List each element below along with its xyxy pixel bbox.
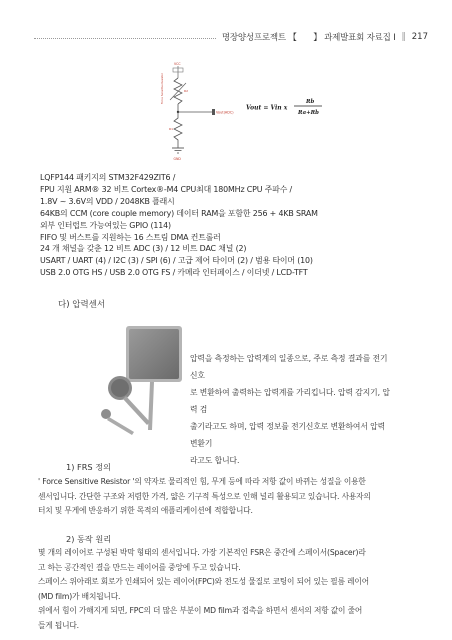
intro-line: 출기라고도 하며, 압력 정보를 전기신호로 변환하여서 압력 변환기 bbox=[190, 422, 386, 448]
spec-line: 64KB의 CCM (core couple memory) 데이터 RAM을 포함한 256 + 4KB SRAM bbox=[40, 208, 318, 218]
gnd-label: GND bbox=[173, 157, 181, 161]
r1-label: R1 bbox=[169, 127, 173, 131]
mcu-spec-list bbox=[40, 172, 430, 279]
spec-line: LQFP144 패키지의 STM32F429ZIT6 / bbox=[40, 173, 176, 182]
principle-heading: 2) 동작 원리 bbox=[66, 534, 112, 544]
formula-lhs: Vout = Vin x bbox=[246, 104, 288, 112]
intro-line: 로 변환하여 출력하는 압력계를 가리킵니다. 압력 감지기, 압력 검 bbox=[190, 388, 390, 414]
spec-line: 24 개 채널을 갖춘 12 비트 ADC (3) / 12 비트 DAC 채널 (2) bbox=[40, 244, 247, 254]
principle-line: 몇 개의 레이어로 구성된 박막 형태의 센서입니다. 가장 기본적인 FSR은 중간에 스페이서(Spacer)라 bbox=[38, 548, 366, 557]
vout-label: Vout(ADC) bbox=[216, 110, 234, 115]
vcc-label: VCC bbox=[174, 62, 181, 66]
fsr-label: Force Sensitive Resistor bbox=[161, 73, 164, 104]
frs-paragraph bbox=[38, 475, 433, 519]
page-number: 217 bbox=[411, 32, 428, 42]
fixed-resistor-symbol bbox=[174, 112, 182, 148]
frs-line: ' Force Sensitive Resistor '의 약자로 물리적인 힘, 무게 등에 따라 저항 값이 바뀌는 성질을 이용한 bbox=[38, 477, 366, 486]
header-leader-dots bbox=[34, 38, 216, 39]
principle-line: (MD film)가 배치됩니다. bbox=[38, 591, 121, 601]
spec-line: FPU 지원 ARM® 32 비트 Cortex®-M4 CPU최대 180MHz CPU 주파수 / bbox=[40, 184, 293, 194]
spec-line: USB 2.0 OTG HS / USB 2.0 OTG FS / 카메라 인터페이스 / 이더넷 / LCD-TFT bbox=[40, 268, 308, 278]
principle-paragraph bbox=[38, 546, 433, 634]
spec-line: 1.8V ~ 3.6V의 VDD / 2048KB 플래시 bbox=[40, 196, 175, 206]
formula-denominator: Ra+Rb bbox=[298, 110, 319, 116]
frs-line: 센서입니다. 간단한 구조와 저렴한 가격, 얇은 기구적 특성으로 인해 널리 활용되고 있습니다. 사용자의 bbox=[38, 491, 371, 501]
header-separator: ‖ bbox=[401, 32, 406, 42]
intro-line: 라고도 합니다. bbox=[190, 456, 240, 465]
running-header bbox=[34, 30, 428, 44]
spec-line: FIFO 및 버스트를 지원하는 16 스트림 DMA 컨트롤러 bbox=[40, 232, 221, 242]
section-heading: 다) 압력센서 bbox=[58, 300, 106, 310]
principle-line: 들게 됩니다. bbox=[38, 620, 79, 630]
frs-heading: 1) FRS 정의 bbox=[66, 462, 112, 472]
formula-numerator: Rb bbox=[306, 99, 315, 105]
frs-line: 터치 및 무게에 반응하기 위한 목적의 애플리케이션에 적합합니다. bbox=[38, 506, 253, 516]
spec-line: USART / UART (4) / I2C (3) / SPI (6) / 고급 제어 타이머 (2) / 범용 타이머 (10) bbox=[40, 256, 313, 266]
voltage-divider-formula bbox=[246, 94, 326, 120]
header-title: 명장양성프로젝트 【 】 과제발표회 자료집 I bbox=[221, 33, 396, 43]
intro-line: 압력을 측정하는 압력계의 일종으로, 주로 측정 결과를 전기신호 bbox=[190, 354, 388, 380]
principle-line: 고 하는 공간적인 결을 만드는 레이어를 중앙에 두고 있습니다. bbox=[38, 562, 241, 572]
pressure-sensor-image bbox=[90, 318, 186, 436]
spec-line: 외부 인터럽트 가능여있는 GPIO (114) bbox=[40, 220, 171, 230]
pressure-sensor-intro bbox=[190, 350, 390, 469]
fsr-resistor-symbol bbox=[174, 78, 182, 104]
r2-label: R2 bbox=[184, 89, 188, 93]
principle-line: 스페이스 위아래로 회로가 인쇄되어 있는 레이어(FPC)와 전도성 물질로 코팅이 되어 있는 필름 레이어 bbox=[38, 577, 369, 587]
voltage-divider-schematic bbox=[150, 56, 260, 168]
principle-line: 위에서 힘이 가해지게 되면, FPC의 더 많은 부분이 MD film과 접촉을 하면서 센서의 저항 값이 줄어 bbox=[38, 606, 363, 616]
